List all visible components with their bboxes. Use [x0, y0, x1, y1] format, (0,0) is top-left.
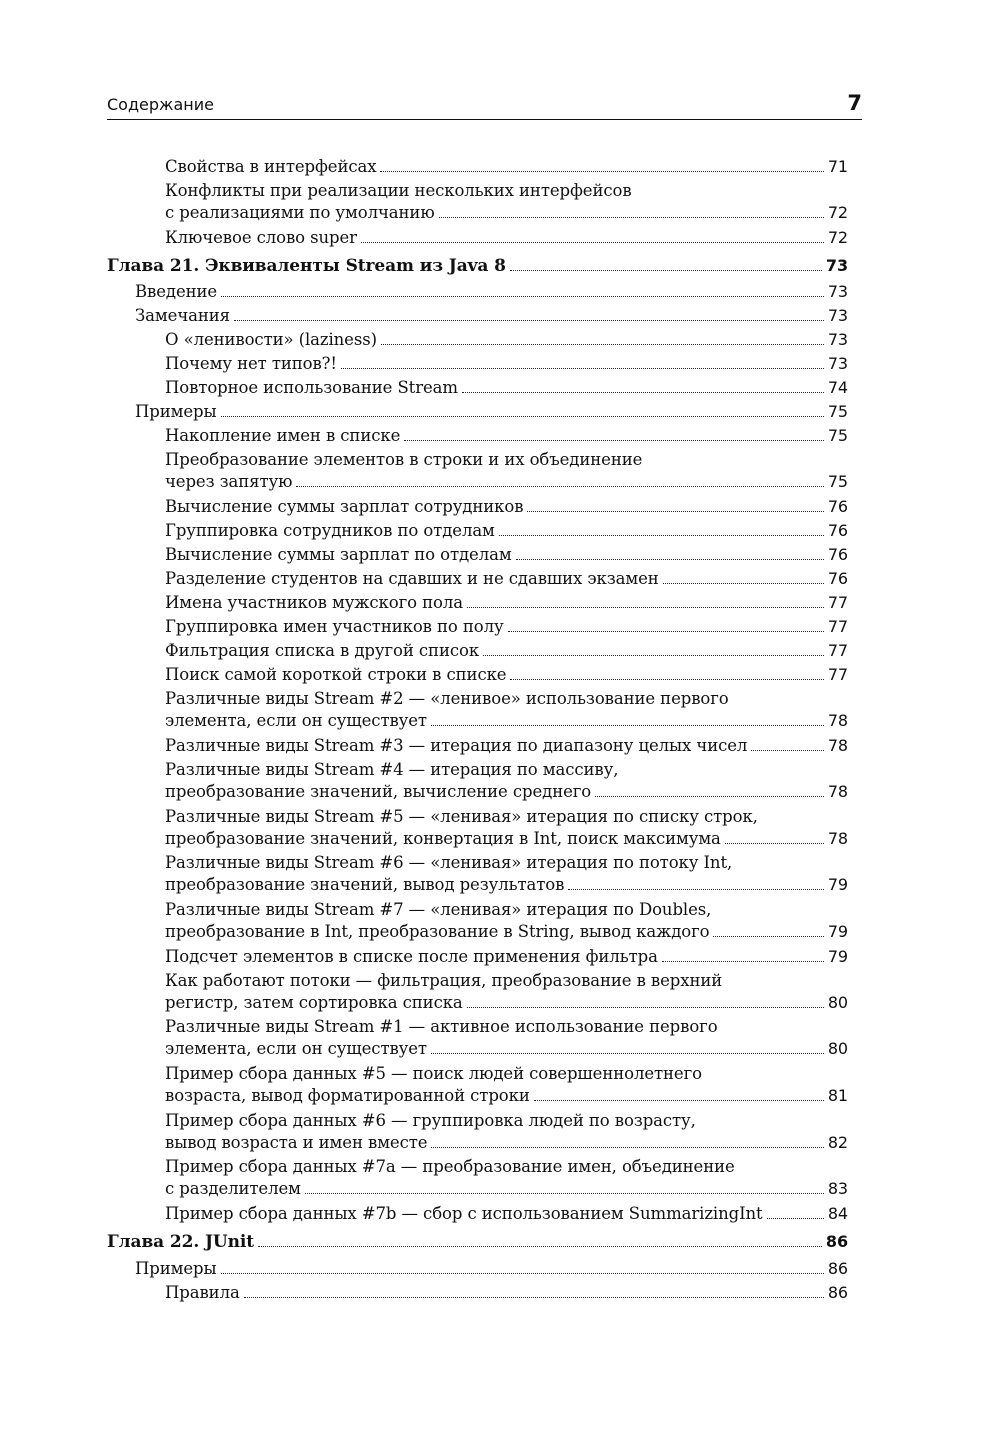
toc-page-number: 76 [827, 497, 848, 517]
dot-leader [595, 796, 824, 797]
toc-subsection [165, 1016, 848, 1060]
toc-section [135, 281, 848, 303]
toc-entry-text: Почему нет типов?! [165, 354, 337, 374]
toc-entry-text: Преобразование элементов в строки и их объединение [165, 450, 643, 470]
toc-page-number: 86 [827, 1258, 848, 1278]
dot-leader [431, 1147, 823, 1148]
toc-page-number: 73 [827, 282, 848, 302]
toc-subsection [165, 946, 848, 968]
toc-entry-text: элемента, если он существует [165, 711, 427, 731]
toc-subsection [165, 1156, 848, 1200]
toc-subsection [165, 496, 848, 518]
toc-subsection [165, 1203, 848, 1225]
page-header [107, 93, 862, 120]
dot-leader [483, 655, 824, 656]
toc-page-number: 83 [827, 1179, 848, 1199]
dot-leader [467, 607, 824, 608]
toc-entry-text: с реализациями по умолчанию [165, 203, 435, 222]
toc-chapter [107, 1231, 848, 1253]
toc-entry-text: Пример сбора данных #7a — преобразование имен, объединение [165, 1157, 735, 1177]
toc-section [135, 305, 848, 327]
toc-subsection [165, 852, 848, 896]
toc-page-number: 73 [827, 306, 848, 326]
toc-subsection [165, 520, 848, 542]
toc-page-number: 71 [827, 157, 848, 176]
toc-entry-text: Группировка имен участников по полу [165, 617, 504, 637]
toc-entry-text: Замечания [135, 306, 230, 326]
dot-leader [510, 679, 823, 680]
dot-leader [662, 961, 824, 962]
toc-subsection [165, 449, 848, 493]
toc-entry-text: Различные виды Stream #1 — активное использование первого [165, 1017, 718, 1037]
toc-subsection [165, 156, 848, 178]
toc-section [135, 1258, 848, 1280]
toc-entry-text: Различные виды Stream #4 — итерация по массиву, [165, 759, 619, 779]
toc-entry-text: с разделителем [165, 1179, 301, 1199]
toc-subsection [165, 1282, 848, 1304]
dot-leader [296, 486, 823, 487]
toc-page-number: 80 [827, 1039, 848, 1059]
toc-entry-text: Как работают потоки — фильтрация, преобразование в верхний [165, 970, 723, 990]
dot-leader [499, 535, 824, 536]
toc-entry-text: через запятую [165, 472, 293, 492]
toc-entry-text: возраста, вывод форматированной строки [165, 1086, 530, 1105]
dot-leader [713, 936, 823, 937]
toc-subsection [165, 688, 848, 732]
dot-leader [380, 171, 823, 172]
dot-leader [431, 1053, 824, 1054]
toc-entry-text: Ключевое слово super [165, 227, 357, 247]
toc-page-number: 79 [827, 946, 848, 966]
toc-page-number: 75 [827, 472, 848, 492]
dot-leader [431, 725, 824, 726]
dot-leader [404, 440, 824, 441]
toc-subsection [165, 970, 848, 1014]
toc-subsection [165, 227, 848, 249]
toc-entry-text: Вычисление суммы зарплат по отделам [165, 545, 512, 565]
toc-subsection [165, 425, 848, 447]
dot-leader [258, 1246, 822, 1247]
toc-subsection [165, 1063, 848, 1107]
toc-entry-text: Глава 21. Эквиваленты Stream из Java 8 [107, 255, 506, 276]
dot-leader [663, 583, 824, 584]
toc-page-number: 72 [827, 203, 848, 222]
toc-entry-text: Различные виды Stream #3 — итерация по диапазону целых чисел [165, 735, 748, 755]
toc-page-number: 75 [827, 402, 848, 422]
toc-entry-text: Повторное использование Stream [165, 378, 458, 398]
toc-subsection [165, 899, 848, 943]
toc-page-number: 78 [827, 828, 848, 848]
dot-leader [568, 889, 824, 890]
toc-subsection [165, 180, 848, 224]
dot-leader [767, 1218, 824, 1219]
toc-subsection [165, 664, 848, 686]
toc-entry-text: вывод возраста и имен вместе [165, 1132, 428, 1152]
toc-entry-text: Пример сбора данных #5 — поиск людей совершеннолетнего [165, 1064, 702, 1083]
toc-chapter [107, 255, 848, 277]
dot-leader [361, 242, 824, 243]
toc-entry-text: регистр, затем сортировка списка [165, 992, 463, 1012]
toc-subsection [165, 616, 848, 638]
dot-leader [305, 1193, 824, 1194]
toc-subsection [165, 735, 848, 757]
toc-page-number: 79 [827, 921, 848, 941]
dot-leader [221, 296, 824, 297]
toc-page-number: 76 [827, 569, 848, 589]
toc-page-number: 80 [827, 992, 848, 1012]
dot-leader [510, 270, 822, 271]
dot-leader [439, 217, 824, 218]
dot-leader [221, 416, 824, 417]
toc-subsection [165, 806, 848, 850]
toc-subsection [165, 544, 848, 566]
toc-entry-text: Накопление имен в списке [165, 426, 401, 446]
toc-page-number: 78 [827, 781, 848, 801]
toc-page-number: 78 [827, 735, 848, 755]
toc-entry-text: Подсчет элементов в списке после применения фильтра [165, 946, 658, 966]
toc-subsection [165, 377, 848, 399]
toc-entry-text: Примеры [135, 402, 217, 422]
toc-entry-text: Различные виды Stream #7 — «ленивая» итерация по Doubles, [165, 899, 712, 919]
dot-leader [341, 368, 824, 369]
toc-entry-text: Поиск самой короткой строки в списке [165, 665, 507, 685]
dot-leader [381, 344, 824, 345]
toc-subsection [165, 759, 848, 803]
toc-entry-text: Конфликты при реализации нескольких интерфейсов [165, 181, 632, 200]
toc-entry-text: Пример сбора данных #6 — группировка людей по возрасту, [165, 1110, 696, 1130]
dot-leader [467, 1007, 824, 1008]
toc-subsection [165, 1110, 848, 1154]
toc-page-number: 74 [827, 378, 848, 398]
toc-page-number: 76 [827, 545, 848, 565]
toc-page-number: 73 [827, 330, 848, 350]
toc-page-number: 76 [827, 521, 848, 541]
toc-page-number: 73 [827, 354, 848, 374]
dot-leader [527, 511, 823, 512]
toc-entry-text: Глава 22. JUnit [107, 1232, 255, 1253]
dot-leader [221, 1273, 824, 1274]
toc-page-number: 77 [827, 593, 848, 613]
toc-entry-text: преобразование значений, вычисление среднего [165, 781, 592, 801]
toc-page-number: 82 [827, 1132, 848, 1152]
toc-entry-text: Разделение студентов на сдавших и не сдавших экзамен [165, 569, 659, 589]
toc-entry-text: элемента, если он существует [165, 1039, 427, 1059]
toc-page-number: 77 [827, 641, 848, 661]
toc-entry-text: О «ленивости» (laziness) [165, 330, 377, 350]
toc-entry-text: Фильтрация списка в другой список [165, 641, 480, 661]
dot-leader [534, 1100, 824, 1101]
toc-entry-text: Пример сбора данных #7b — сбор с использованием SummarizingInt [165, 1204, 763, 1224]
toc-entry-text: Имена участников мужского пола [165, 593, 463, 613]
toc-entry-text: преобразование в Int, преобразование в String, вывод каждого [165, 921, 710, 941]
toc-subsection [165, 568, 848, 590]
toc-page-number: 84 [827, 1204, 848, 1224]
dot-leader [516, 559, 824, 560]
dot-leader [751, 750, 824, 751]
toc-page-number: 77 [827, 617, 848, 637]
toc-entry-text: Правила [165, 1282, 240, 1302]
toc-page-number: 72 [827, 227, 848, 247]
toc-page-number: 77 [827, 665, 848, 685]
toc-page-number: 75 [827, 426, 848, 446]
dot-leader [462, 392, 824, 393]
toc-section [135, 401, 848, 423]
toc-subsection [165, 353, 848, 375]
toc-entry-text: Свойства в интерфейсах [165, 157, 377, 176]
toc-entry-text: Различные виды Stream #5 — «ленивая» итерация по списку строк, [165, 806, 758, 826]
toc-entry-text: преобразование значений, конвертация в Int, поиск максимума [165, 828, 721, 848]
dot-leader [234, 320, 824, 321]
toc-entry-text: Вычисление суммы зарплат сотрудников [165, 497, 524, 517]
toc-subsection [165, 640, 848, 662]
toc-page-number: 86 [827, 1282, 848, 1302]
toc-page-number: 73 [825, 255, 848, 275]
toc-entry-text: Различные виды Stream #2 — «ленивое» использование первого [165, 689, 729, 709]
toc-entry-text: преобразование значений, вывод результатов [165, 875, 565, 895]
toc-subsection [165, 329, 848, 351]
toc-page-number: 79 [827, 875, 848, 895]
toc-page-number: 86 [825, 1232, 848, 1252]
dot-leader [725, 843, 824, 844]
page-number: 7 [847, 91, 862, 115]
toc-page-number: 78 [827, 711, 848, 731]
toc-entry-text: Примеры [135, 1258, 217, 1278]
toc-entry-text: Введение [135, 282, 218, 302]
toc-entry-text: Различные виды Stream #6 — «ленивая» итерация по потоку Int, [165, 853, 733, 873]
toc-entry-text: Группировка сотрудников по отделам [165, 521, 495, 541]
running-header-title: Содержание [107, 95, 214, 114]
toc-page-number: 81 [827, 1086, 848, 1105]
dot-leader [244, 1297, 824, 1298]
toc-subsection [165, 592, 848, 614]
dot-leader [508, 631, 824, 632]
